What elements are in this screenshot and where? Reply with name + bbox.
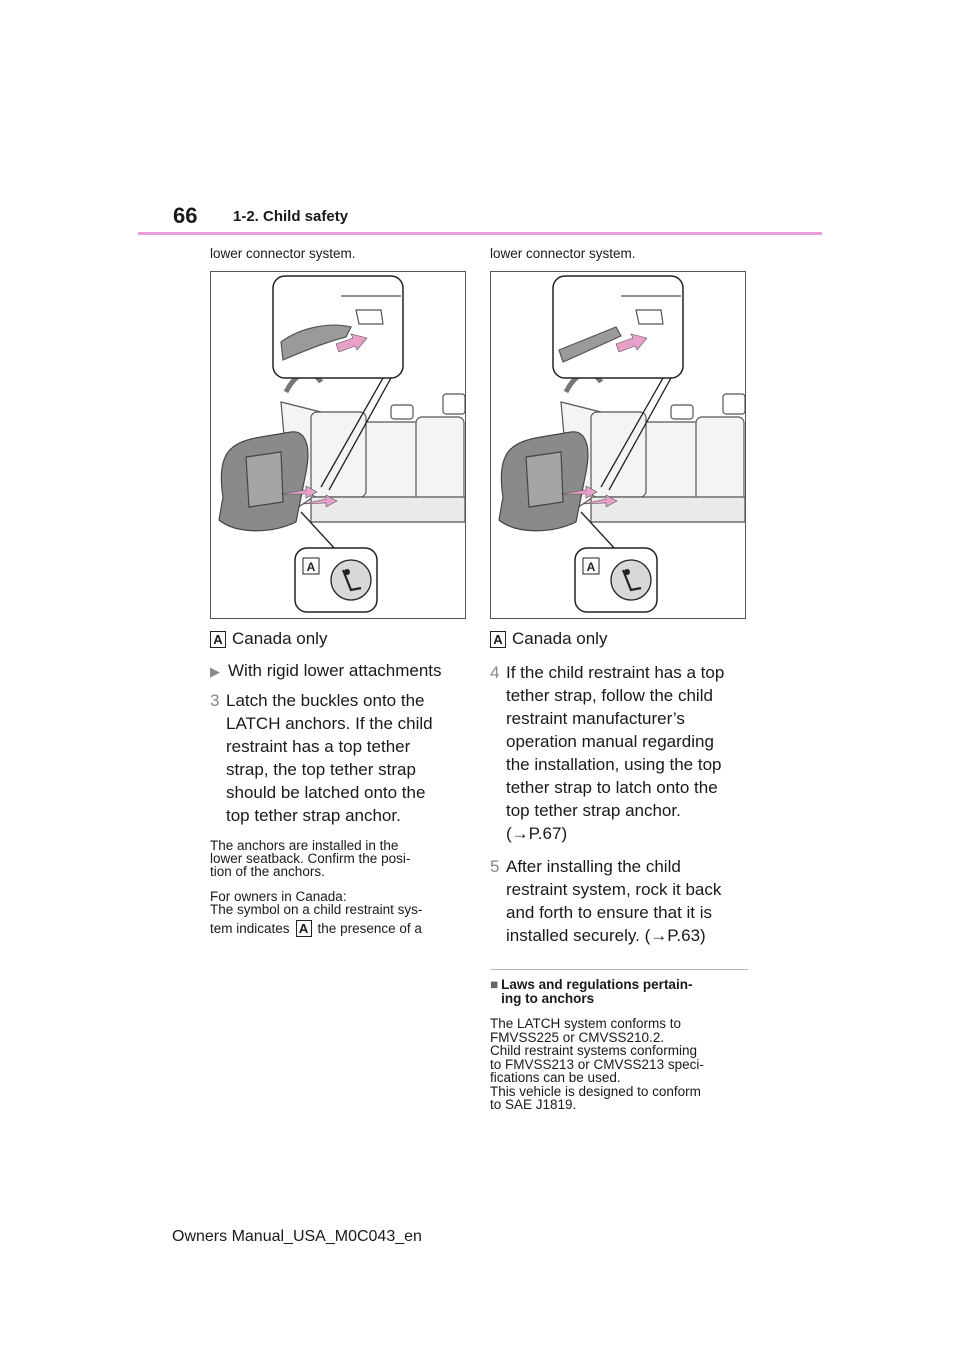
caption	[490, 629, 750, 649]
note-canada	[210, 890, 470, 937]
step-line: top tether strap anchor.	[226, 806, 401, 825]
step-number: 3	[210, 691, 220, 710]
note-text: the presence of a	[317, 921, 422, 936]
canada-badge-icon: A	[490, 631, 506, 648]
bullet-text: With rigid lower attachments	[228, 661, 442, 680]
header-rule	[138, 232, 822, 235]
note-line: The anchors are installed in the	[210, 838, 399, 853]
step-line: the installation, using the top	[506, 755, 722, 774]
heading-line: Laws and regulations pertain-	[501, 977, 693, 992]
page-number: 66	[173, 203, 198, 228]
step-line: Latch the buckles onto the	[226, 691, 425, 710]
lead-text: lower connector system.	[490, 246, 636, 261]
body-line: FMVSS225 or CMVSS210.2.	[490, 1029, 665, 1045]
step-number: 4	[490, 663, 500, 682]
heading-line: ing to anchors	[501, 991, 595, 1006]
body-line: to SAE J1819.	[490, 1097, 577, 1112]
body-line: The LATCH system conforms to	[490, 1016, 682, 1031]
step-4	[490, 661, 750, 845]
note-line	[210, 920, 470, 937]
step-line: and forth to ensure that it is	[506, 903, 713, 922]
step-line: restraint has a top tether	[226, 737, 411, 756]
step-5	[490, 855, 750, 947]
left-column	[210, 246, 470, 937]
svg-text:A: A	[586, 560, 596, 574]
page-reference-link[interactable]: (→P.67)	[506, 824, 568, 843]
body-line: Child restraint systems conforming	[490, 1043, 698, 1058]
footer-doc-id: Owners Manual_USA_M0C043_en	[172, 1228, 422, 1245]
illustration-child-seat-lower-connector	[490, 271, 746, 619]
step-line: should be latched onto the	[226, 783, 426, 802]
step-text	[506, 661, 750, 845]
step-line: operation manual regarding	[506, 732, 714, 751]
note-line: The symbol on a child restraint sys-	[210, 902, 423, 917]
step-line: restraint manufacturer’s	[506, 709, 685, 728]
bullet-item	[210, 661, 470, 681]
section-divider	[490, 969, 748, 970]
canada-badge-icon: A	[210, 631, 226, 648]
canada-badge-icon: A	[296, 920, 312, 937]
step-number: 5	[490, 857, 500, 876]
step-line: restraint system, rock it back	[506, 880, 722, 899]
step-line: strap, the top tether strap	[226, 760, 416, 779]
caption	[210, 629, 470, 649]
note-anchors	[210, 839, 470, 878]
bullet-arrow-icon: ▶	[210, 664, 220, 679]
svg-text:A: A	[306, 560, 316, 574]
step-line: After installing the child	[506, 857, 681, 876]
body-line: to FMVSS213 or CMVSS213 speci-	[490, 1056, 704, 1072]
body-line: fications can be used.	[490, 1070, 621, 1085]
step-text	[506, 855, 750, 947]
lead-text: lower connector system.	[210, 246, 356, 261]
right-column	[490, 246, 750, 1112]
note-text: tem indicates	[210, 921, 290, 936]
caption-text: Canada only	[512, 629, 608, 648]
step-line[interactable]: installed securely. (→P.63)	[506, 926, 706, 945]
body-line: This vehicle is designed to conform	[490, 1083, 701, 1099]
caption-text: Canada only	[232, 629, 328, 648]
step-line: top tether strap anchor.	[506, 801, 681, 820]
note-line: lower seatback. Confirm the posi-	[210, 851, 411, 866]
note-line: tion of the anchors.	[210, 864, 325, 879]
square-bullet-icon: ■	[490, 977, 499, 992]
laws-heading	[490, 978, 750, 1006]
step-line: tether strap to latch onto the	[506, 778, 718, 797]
laws-body	[490, 1017, 750, 1112]
step-line: If the child restraint has a top	[506, 663, 725, 682]
laws-heading-text	[501, 978, 692, 1006]
note-line: For owners in Canada:	[210, 889, 347, 904]
illustration-child-seat-lower-attachments	[210, 271, 466, 619]
section-title: 1-2. Child safety	[233, 208, 349, 225]
step-line: LATCH anchors. If the child	[226, 714, 433, 733]
step-line: tether strap, follow the child	[506, 686, 713, 705]
step-text	[226, 689, 470, 827]
step-3	[210, 689, 470, 827]
